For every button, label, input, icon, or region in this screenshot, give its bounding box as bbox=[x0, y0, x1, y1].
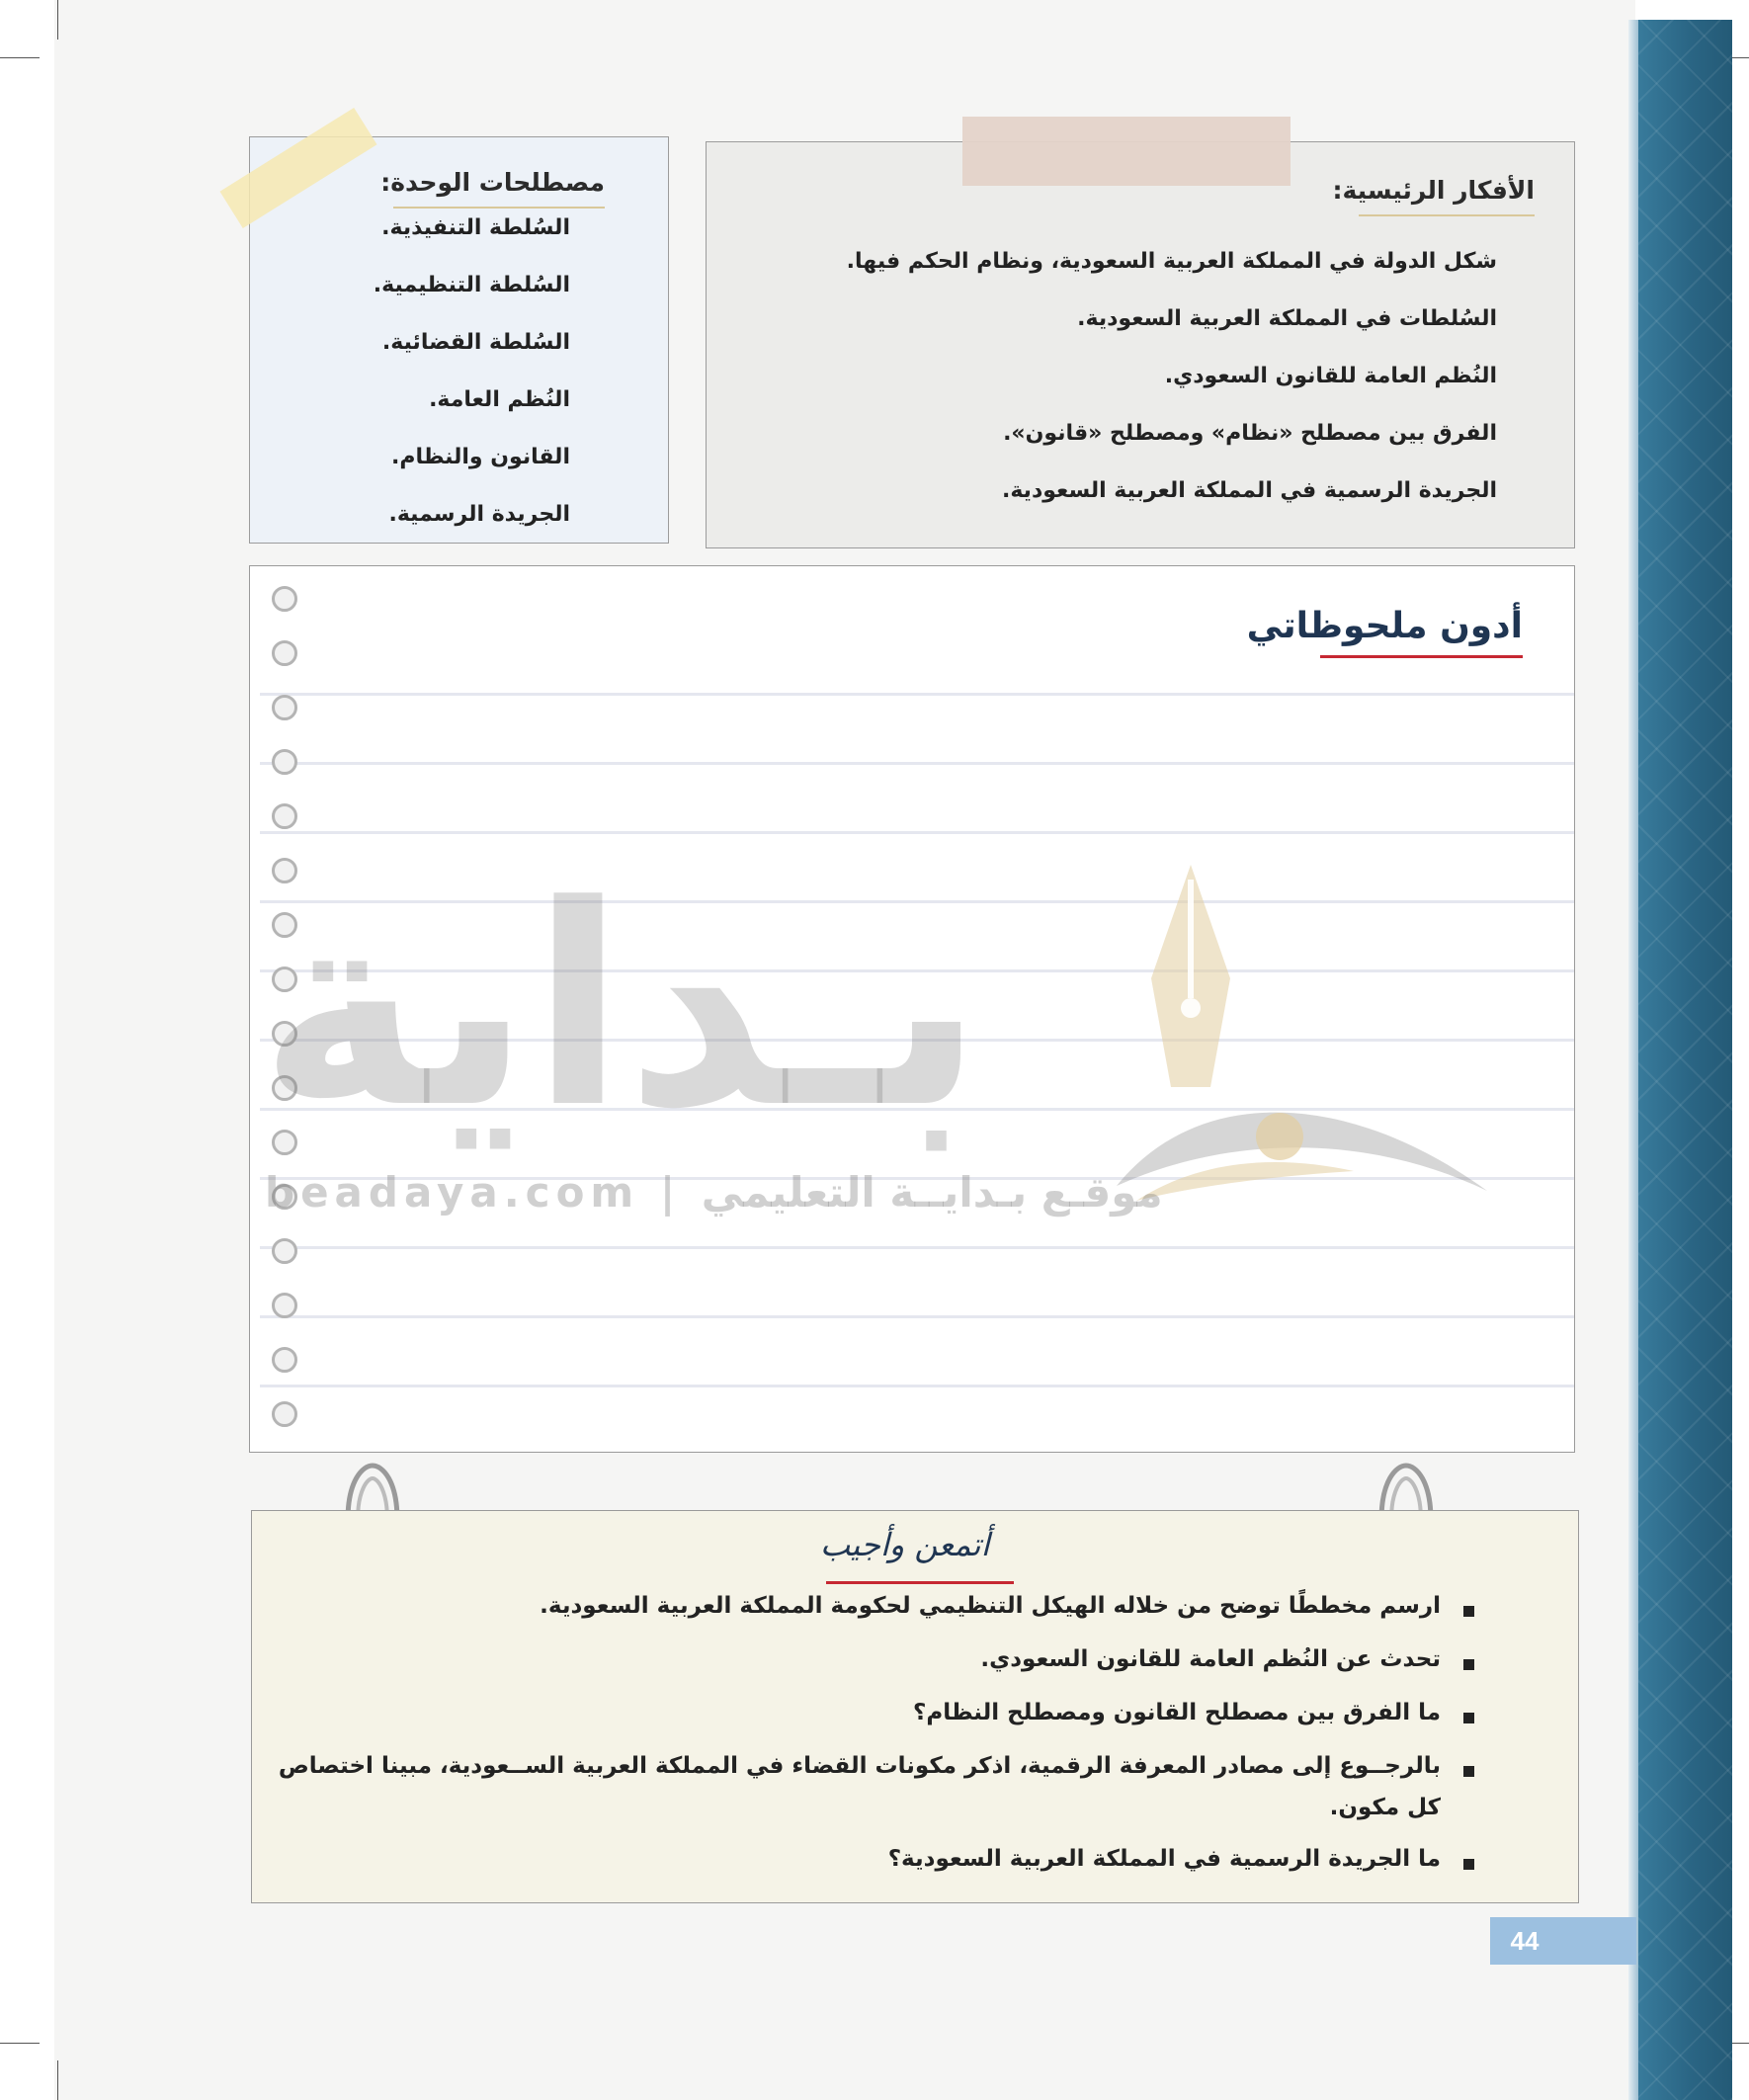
decorative-side-strip bbox=[1628, 20, 1732, 2100]
page-number: 44 bbox=[1510, 1926, 1540, 1956]
question-item: ارسم مخططًا توضح من خلاله الهيكل التنظيمي لحكومة المملكة العربية السعودية. bbox=[540, 1593, 1441, 1619]
idea-item: السُلطات في المملكة العربية السعودية. bbox=[1077, 306, 1497, 331]
pink-tape bbox=[962, 117, 1291, 186]
crop-mark bbox=[0, 2043, 40, 2044]
term-item: السُلطة القضائية. bbox=[381, 330, 570, 355]
ruled-line bbox=[260, 1246, 1574, 1249]
ruled-line bbox=[260, 1385, 1574, 1387]
main-ideas-title: الأفكار الرئيسية: bbox=[1332, 176, 1535, 205]
term-item: السُلطة التنفيذية. bbox=[381, 215, 570, 240]
binder-ring bbox=[272, 1238, 297, 1264]
side-strip-edge bbox=[1628, 20, 1638, 2100]
question-item-continuation: كل مكون. bbox=[1329, 1795, 1441, 1820]
binder-ring bbox=[272, 803, 297, 829]
bullet-icon bbox=[1463, 1859, 1474, 1870]
ruled-line bbox=[260, 831, 1574, 834]
ruled-line bbox=[260, 693, 1574, 696]
idea-item: النُظم العامة للقانون السعودي. bbox=[1164, 364, 1497, 388]
crop-mark bbox=[0, 57, 40, 58]
ruled-line bbox=[260, 762, 1574, 765]
term-item: السُلطة التنظيمية. bbox=[373, 273, 570, 297]
idea-item: الجريدة الرسمية في المملكة العربية السعودية. bbox=[1001, 478, 1497, 503]
bullet-icon bbox=[1463, 1713, 1474, 1723]
main-ideas-title-underline bbox=[1359, 214, 1535, 216]
notes-title: أدون ملحوظاتي bbox=[1246, 606, 1523, 646]
question-item: بالرجــوع إلى مصادر المعرفة الرقمية، اذكر مكونات القضاء في المملكة العربية الســعودية، مبينا اختصاص bbox=[278, 1753, 1441, 1779]
fountain-pen-icon bbox=[1117, 860, 1492, 1216]
bullet-icon bbox=[1463, 1659, 1474, 1670]
binder-ring bbox=[272, 1401, 297, 1427]
crop-mark bbox=[57, 2060, 58, 2100]
unit-terms-list bbox=[249, 198, 570, 534]
question-item: ما الجريدة الرسمية في المملكة العربية السعودية؟ bbox=[887, 1846, 1441, 1872]
questions-title-underline bbox=[826, 1581, 1014, 1584]
notes-title-underline bbox=[1320, 655, 1523, 658]
term-item: الجريدة الرسمية. bbox=[388, 502, 570, 527]
idea-item: شكل الدولة في المملكة العربية السعودية، ونظام الحكم فيها. bbox=[846, 249, 1497, 274]
binder-ring bbox=[272, 749, 297, 775]
binder-ring bbox=[272, 1347, 297, 1373]
question-item: ما الفرق بين مصطلح القانون ومصطلح النظام؟ bbox=[913, 1700, 1441, 1725]
idea-item: الفرق بين مصطلح «نظام» ومصطلح «قانون». bbox=[1003, 421, 1497, 446]
binder-ring bbox=[272, 1293, 297, 1318]
bullet-icon bbox=[1463, 1606, 1474, 1617]
ruled-line bbox=[260, 1315, 1574, 1318]
unit-terms-title: مصطلحات الوحدة: bbox=[380, 168, 605, 197]
binder-ring bbox=[272, 640, 297, 666]
term-item: النُظم العامة. bbox=[429, 387, 570, 412]
watermark-logo-text: بـداية bbox=[259, 847, 984, 1169]
term-item: القانون والنظام. bbox=[390, 445, 570, 469]
question-item: تحدث عن النُظم العامة للقانون السعودي. bbox=[980, 1646, 1441, 1672]
crop-mark bbox=[57, 0, 58, 40]
bullet-icon bbox=[1463, 1766, 1474, 1777]
binder-ring bbox=[272, 695, 297, 720]
watermark-site-text: beadaya.com | موقـع بـدايــة التعليمي bbox=[265, 1168, 1163, 1217]
main-ideas-list bbox=[751, 237, 1497, 524]
binder-ring bbox=[272, 586, 297, 612]
questions-title: أتمعن وأجيب bbox=[820, 1526, 990, 1563]
